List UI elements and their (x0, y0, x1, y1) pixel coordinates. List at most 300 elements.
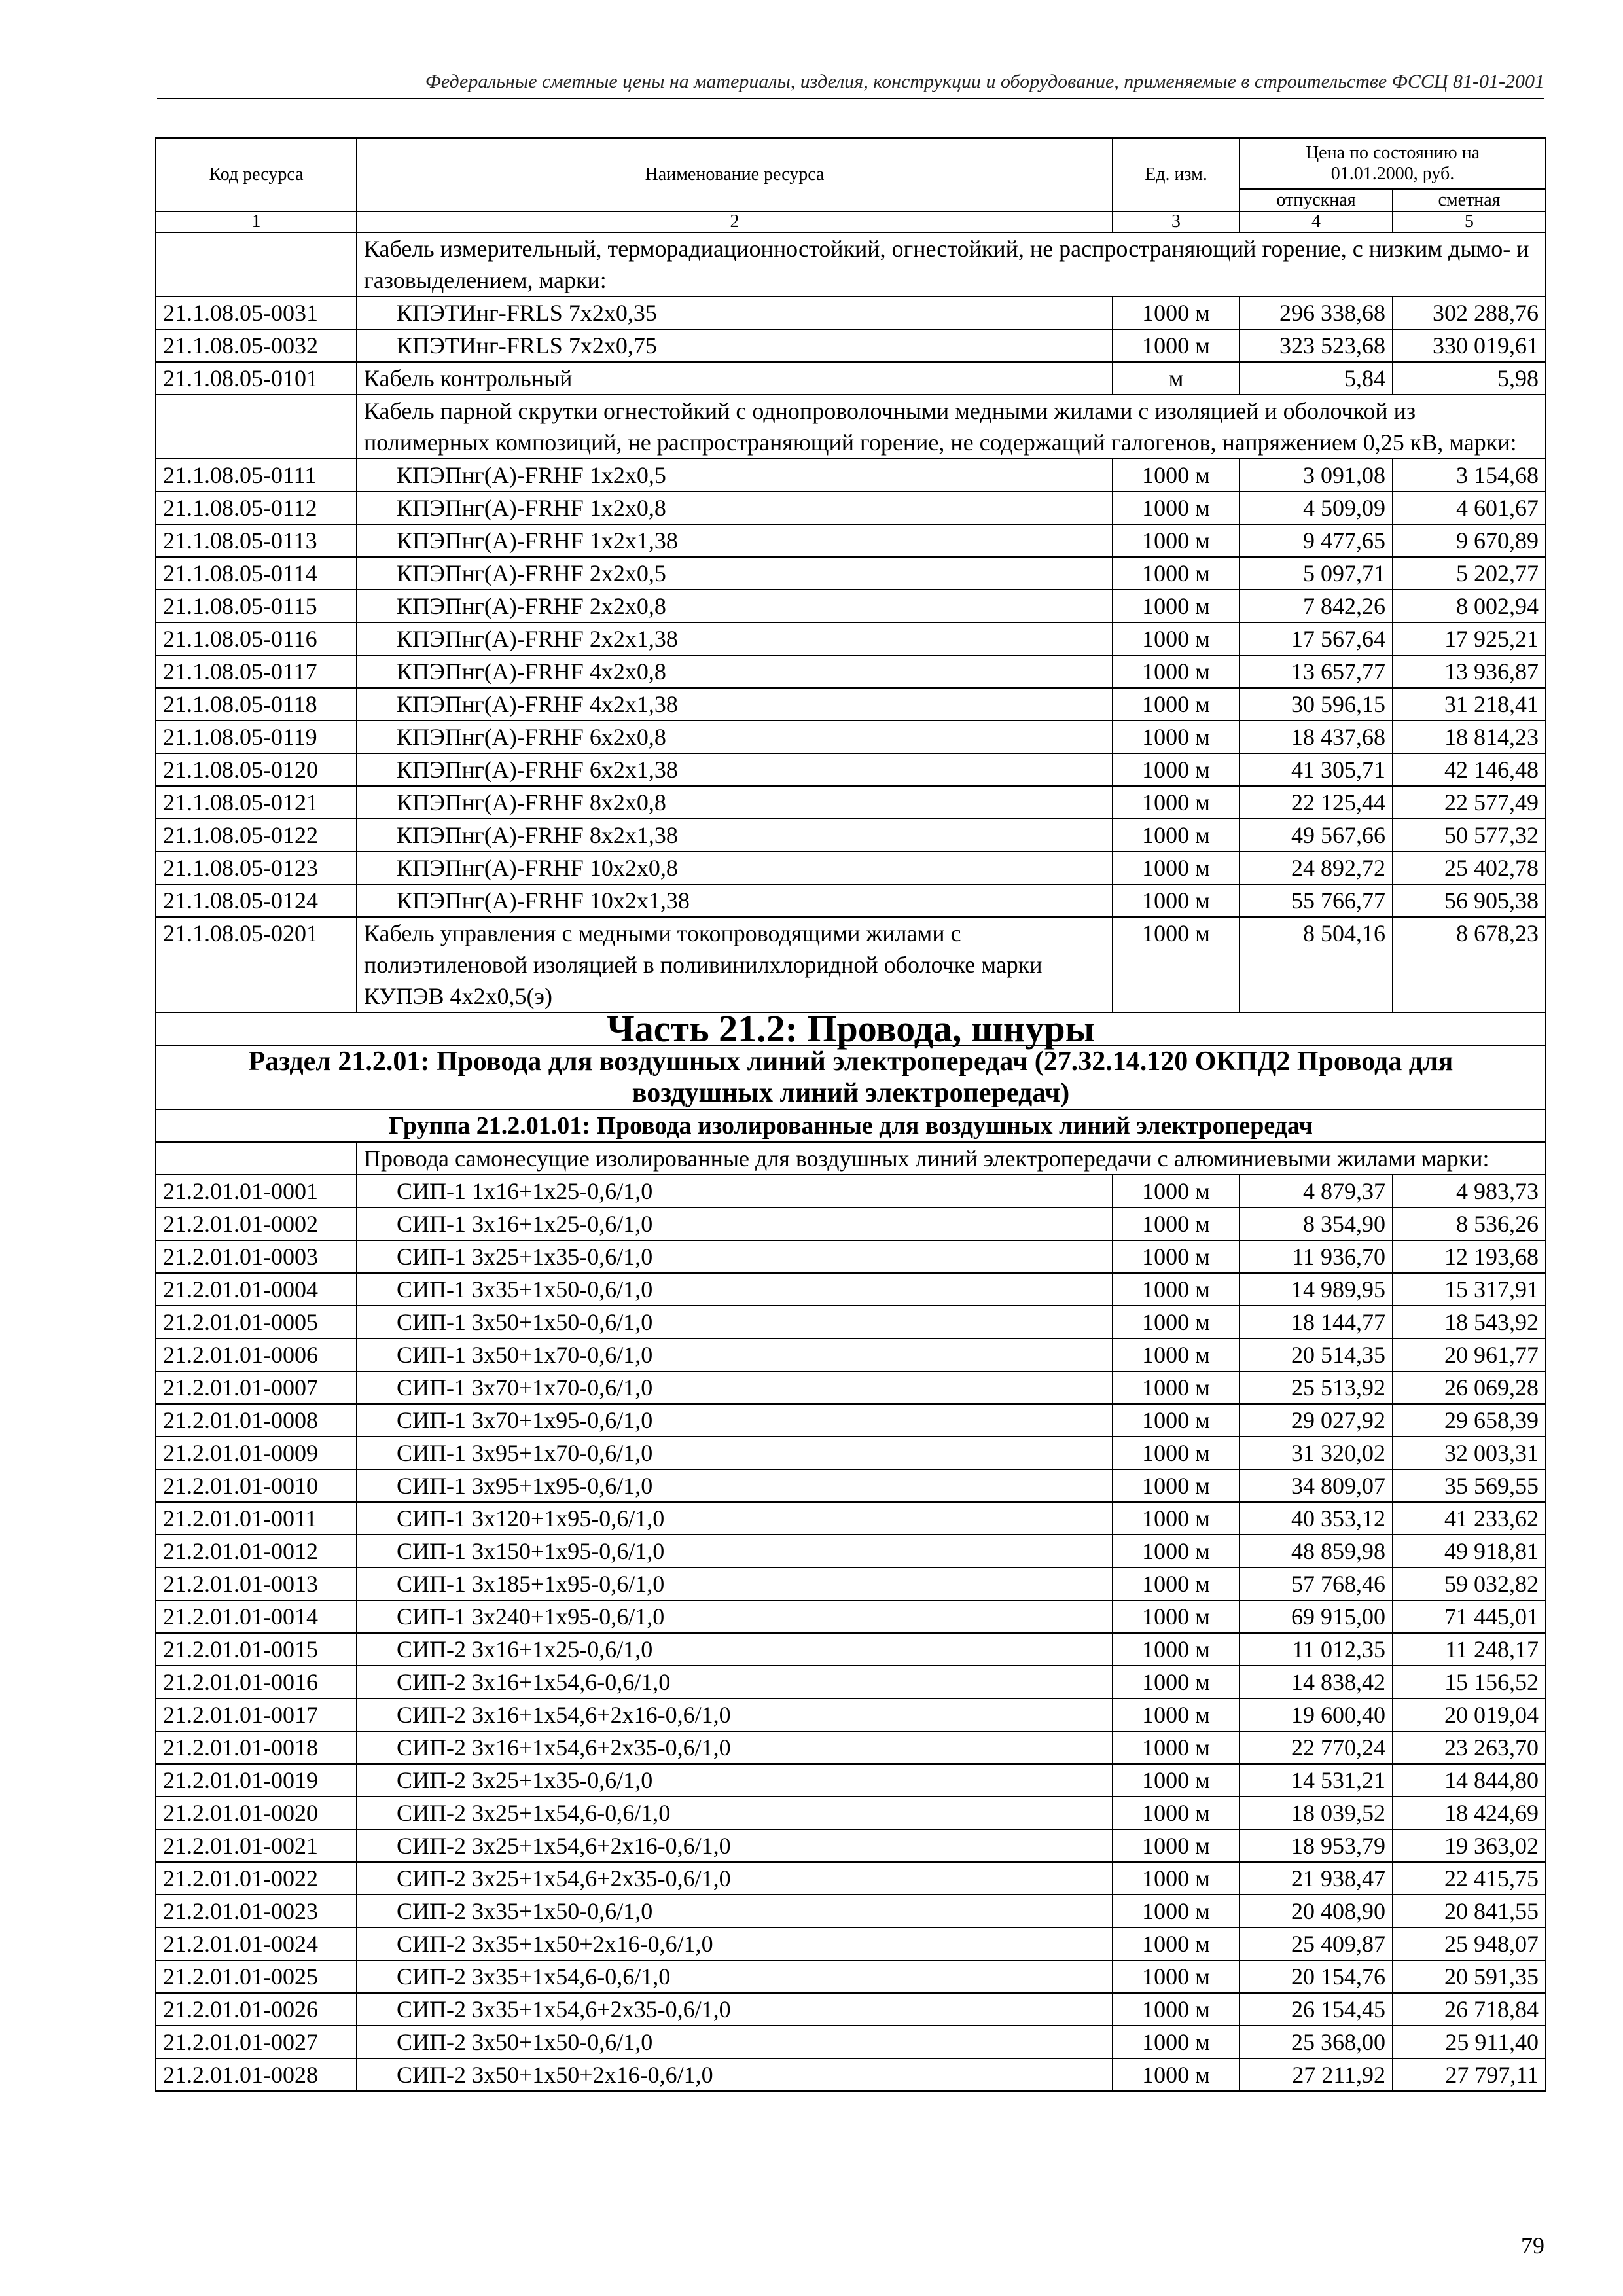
resource-code: 21.1.08.05-0111 (156, 459, 357, 492)
resource-name: КПЭПнг(А)-FRHF 10х2х1,38 (357, 884, 1113, 917)
resource-code: 21.2.01.01-0025 (156, 1960, 357, 1993)
col-release-header: отпускная (1240, 189, 1393, 211)
estimate-price: 18 814,23 (1393, 721, 1546, 753)
estimate-price: 27 797,11 (1393, 2058, 1546, 2091)
estimate-price: 22 577,49 (1393, 786, 1546, 819)
block1-rows (156, 296, 1546, 362)
table-row (156, 1829, 1546, 1862)
resource-unit: 1000 м (1113, 753, 1240, 786)
block3-description: Провода самонесущие изолированные для воздушных линий электропередачи с алюминиевыми жилами марки: (357, 1142, 1546, 1175)
resource-unit: 1000 м (1113, 819, 1240, 852)
resource-unit: 1000 м (1113, 1273, 1240, 1306)
release-price: 55 766,77 (1240, 884, 1393, 917)
resource-name: СИП-2 3х25+1х54,6+2х16-0,6/1,0 (357, 1829, 1113, 1862)
table-row (156, 852, 1546, 884)
block3-rows (156, 1175, 1546, 2091)
resource-code: 21.2.01.01-0005 (156, 1306, 357, 1338)
release-price: 3 091,08 (1240, 459, 1393, 492)
resource-code: 21.1.08.05-0113 (156, 524, 357, 557)
block1-description: Кабель измерительный, терморадиационностойкий, огнестойкий, не распространяющий горение, с низким дымо- и газовыделением, марки: (357, 232, 1546, 296)
resource-code: 21.1.08.05-0120 (156, 753, 357, 786)
resource-unit: 1000 м (1113, 1797, 1240, 1829)
col-price-header: Цена по состоянию на 01.01.2000, руб. (1240, 138, 1546, 189)
description-row (156, 395, 1546, 459)
estimate-price: 18 424,69 (1393, 1797, 1546, 1829)
release-price: 18 437,68 (1240, 721, 1393, 753)
estimate-price: 29 658,39 (1393, 1404, 1546, 1437)
resource-unit: 1000 м (1113, 852, 1240, 884)
resource-name: СИП-2 3х25+1х54,6+2х35-0,6/1,0 (357, 1862, 1113, 1895)
estimate-price: 20 591,35 (1393, 1960, 1546, 1993)
estimate-price: 12 193,68 (1393, 1240, 1546, 1273)
resource-name: КПЭПнг(А)-FRHF 4х2х1,38 (357, 688, 1113, 721)
table-row (156, 1535, 1546, 1568)
release-price: 8 504,16 (1240, 917, 1393, 1013)
resource-unit: 1000 м (1113, 296, 1240, 329)
resource-unit: 1000 м (1113, 1371, 1240, 1404)
estimate-price: 8 678,23 (1393, 917, 1546, 1013)
resource-name: СИП-2 3х35+1х50-0,6/1,0 (357, 1895, 1113, 1928)
price-table (155, 137, 1546, 2092)
resource-code: 21.2.01.01-0016 (156, 1666, 357, 1698)
estimate-price: 11 248,17 (1393, 1633, 1546, 1666)
description-row (156, 232, 1546, 296)
release-price: 14 989,95 (1240, 1273, 1393, 1306)
table-row (156, 1862, 1546, 1895)
release-price: 18 039,52 (1240, 1797, 1393, 1829)
release-price: 31 320,02 (1240, 1437, 1393, 1469)
table-row (156, 1371, 1546, 1404)
resource-unit: м (1113, 362, 1240, 395)
resource-name: Кабель управления с медными токопроводящими жилами с полиэтиленовой изоляцией в поливинилхлоридной оболочке марки КУПЭВ 4х2х0,5(э) (357, 917, 1113, 1013)
resource-unit: 1000 м (1113, 2026, 1240, 2058)
resource-unit: 1000 м (1113, 1993, 1240, 2026)
resource-unit: 1000 м (1113, 917, 1240, 1013)
estimate-price: 59 032,82 (1393, 1568, 1546, 1600)
resource-unit: 1000 м (1113, 688, 1240, 721)
resource-name: СИП-2 3х25+1х35-0,6/1,0 (357, 1764, 1113, 1797)
section-title: Раздел 21.2.01: Провода для воздушных линий электропередач (27.32.14.120 ОКПД2 Провода для воздушных линий электропередач) (156, 1045, 1546, 1109)
table-row (156, 2026, 1546, 2058)
release-price: 20 154,76 (1240, 1960, 1393, 1993)
table-row (156, 1731, 1546, 1764)
resource-code: 21.1.08.05-0123 (156, 852, 357, 884)
table-row (156, 1469, 1546, 1502)
resource-code: 21.1.08.05-0201 (156, 917, 357, 1013)
estimate-price: 23 263,70 (1393, 1731, 1546, 1764)
resource-name: СИП-1 3х185+1х95-0,6/1,0 (357, 1568, 1113, 1600)
resource-unit: 1000 м (1113, 2058, 1240, 2091)
resource-unit: 1000 м (1113, 1666, 1240, 1698)
resource-unit: 1000 м (1113, 1764, 1240, 1797)
resource-code: 21.1.08.05-0032 (156, 329, 357, 362)
resource-name: КПЭПнг(А)-FRHF 1х2х0,5 (357, 459, 1113, 492)
table-row (156, 1666, 1546, 1698)
estimate-price: 56 905,38 (1393, 884, 1546, 917)
resource-unit: 1000 м (1113, 492, 1240, 524)
release-price: 29 027,92 (1240, 1404, 1393, 1437)
resource-unit: 1000 м (1113, 1404, 1240, 1437)
part-title: Часть 21.2: Провода, шнуры (156, 1013, 1546, 1045)
resource-name: СИП-2 3х25+1х54,6-0,6/1,0 (357, 1797, 1113, 1829)
resource-code: 21.1.08.05-0112 (156, 492, 357, 524)
resource-name: СИП-2 3х16+1х54,6+2х16-0,6/1,0 (357, 1698, 1113, 1731)
release-price: 20 514,35 (1240, 1338, 1393, 1371)
resource-name: КПЭПнг(А)-FRHF 1х2х0,8 (357, 492, 1113, 524)
table-row (156, 1895, 1546, 1928)
col-number: 1 (156, 211, 357, 232)
resource-unit: 1000 м (1113, 1698, 1240, 1731)
col-number: 4 (1240, 211, 1393, 232)
table-row (156, 1240, 1546, 1273)
estimate-price: 32 003,31 (1393, 1437, 1546, 1469)
table-row (156, 524, 1546, 557)
resource-code: 21.2.01.01-0018 (156, 1731, 357, 1764)
table-row (156, 721, 1546, 753)
estimate-price: 5 202,77 (1393, 557, 1546, 590)
release-price: 30 596,15 (1240, 688, 1393, 721)
table-header (156, 138, 1546, 232)
resource-name: КПЭПнг(А)-FRHF 10х2х0,8 (357, 852, 1113, 884)
resource-name: СИП-2 3х35+1х54,6+2х35-0,6/1,0 (357, 1993, 1113, 2026)
resource-name: СИП-2 3х50+1х50-0,6/1,0 (357, 2026, 1113, 2058)
resource-name: СИП-1 3х50+1х70-0,6/1,0 (357, 1338, 1113, 1371)
estimate-price: 50 577,32 (1393, 819, 1546, 852)
resource-code: 21.2.01.01-0017 (156, 1698, 357, 1731)
page-number: 79 (1521, 2233, 1544, 2259)
release-price: 41 305,71 (1240, 753, 1393, 786)
release-price: 34 809,07 (1240, 1469, 1393, 1502)
resource-code: 21.1.08.05-0119 (156, 721, 357, 753)
estimate-price: 35 569,55 (1393, 1469, 1546, 1502)
table-row (156, 590, 1546, 622)
resource-unit: 1000 м (1113, 1338, 1240, 1371)
release-price: 13 657,77 (1240, 655, 1393, 688)
col-code-header: Код ресурса (156, 138, 357, 211)
estimate-price: 14 844,80 (1393, 1764, 1546, 1797)
release-price: 17 567,64 (1240, 622, 1393, 655)
release-price: 4 879,37 (1240, 1175, 1393, 1208)
col-unit-header: Ед. изм. (1113, 138, 1240, 211)
table-row (156, 622, 1546, 655)
resource-code: 21.2.01.01-0022 (156, 1862, 357, 1895)
resource-unit: 1000 м (1113, 1240, 1240, 1273)
estimate-price: 4 601,67 (1393, 492, 1546, 524)
resource-code: 21.2.01.01-0014 (156, 1600, 357, 1633)
release-price: 25 513,92 (1240, 1371, 1393, 1404)
release-price: 22 770,24 (1240, 1731, 1393, 1764)
resource-name: СИП-1 3х70+1х95-0,6/1,0 (357, 1404, 1113, 1437)
resource-code: 21.2.01.01-0008 (156, 1404, 357, 1437)
resource-code: 21.2.01.01-0015 (156, 1633, 357, 1666)
resource-code: 21.2.01.01-0003 (156, 1240, 357, 1273)
resource-unit: 1000 м (1113, 1633, 1240, 1666)
col-number: 2 (357, 211, 1113, 232)
estimate-price: 15 317,91 (1393, 1273, 1546, 1306)
resource-name: СИП-1 3х70+1х70-0,6/1,0 (357, 1371, 1113, 1404)
estimate-price: 20 841,55 (1393, 1895, 1546, 1928)
resource-unit: 1000 м (1113, 1437, 1240, 1469)
resource-unit: 1000 м (1113, 884, 1240, 917)
table-row (156, 1993, 1546, 2026)
resource-code: 21.2.01.01-0027 (156, 2026, 357, 2058)
release-price: 18 953,79 (1240, 1829, 1393, 1862)
resource-code: 21.1.08.05-0124 (156, 884, 357, 917)
resource-code: 21.1.08.05-0117 (156, 655, 357, 688)
resource-name: КПЭПнг(А)-FRHF 6х2х1,38 (357, 753, 1113, 786)
resource-code: 21.2.01.01-0028 (156, 2058, 357, 2091)
release-price: 19 600,40 (1240, 1698, 1393, 1731)
estimate-price: 25 402,78 (1393, 852, 1546, 884)
resource-code: 21.2.01.01-0021 (156, 1829, 357, 1862)
resource-unit: 1000 м (1113, 1535, 1240, 1568)
resource-code: 21.2.01.01-0007 (156, 1371, 357, 1404)
resource-name: КПЭПнг(А)-FRHF 6х2х0,8 (357, 721, 1113, 753)
table-row (156, 1306, 1546, 1338)
resource-name: СИП-1 1х16+1х25-0,6/1,0 (357, 1175, 1113, 1208)
table-row (156, 329, 1546, 362)
release-price: 7 842,26 (1240, 590, 1393, 622)
resource-code: 21.2.01.01-0006 (156, 1338, 357, 1371)
resource-unit: 1000 м (1113, 1469, 1240, 1502)
resource-unit: 1000 м (1113, 459, 1240, 492)
resource-name: СИП-1 3х95+1х95-0,6/1,0 (357, 1469, 1113, 1502)
resource-code: 21.1.08.05-0122 (156, 819, 357, 852)
estimate-price: 3 154,68 (1393, 459, 1546, 492)
block2-rows (156, 459, 1546, 917)
estimate-price: 13 936,87 (1393, 655, 1546, 688)
release-price: 22 125,44 (1240, 786, 1393, 819)
table-row (156, 753, 1546, 786)
resource-name: КПЭТИнг-FRLS 7х2х0,35 (357, 296, 1113, 329)
table-row (156, 459, 1546, 492)
resource-name: СИП-1 3х240+1х95-0,6/1,0 (357, 1600, 1113, 1633)
block2-description: Кабель парной скрутки огнестойкий с однопроволочными медными жилами с изоляцией и оболочкой из полимерных композиций, не распространяющий горение, не содержащий галогенов, напряжением 0,25 кВ, марки: (357, 395, 1546, 459)
resource-code: 21.2.01.01-0023 (156, 1895, 357, 1928)
release-price: 18 144,77 (1240, 1306, 1393, 1338)
resource-name: КПЭПнг(А)-FRHF 2х2х0,5 (357, 557, 1113, 590)
estimate-price: 17 925,21 (1393, 622, 1546, 655)
resource-code: 21.1.08.05-0031 (156, 296, 357, 329)
resource-name: СИП-1 3х16+1х25-0,6/1,0 (357, 1208, 1113, 1240)
resource-code: 21.2.01.01-0012 (156, 1535, 357, 1568)
release-price: 11 012,35 (1240, 1633, 1393, 1666)
resource-name: СИП-1 3х50+1х50-0,6/1,0 (357, 1306, 1113, 1338)
table-row (156, 655, 1546, 688)
resource-code: 21.1.08.05-0115 (156, 590, 357, 622)
resource-unit: 1000 м (1113, 1502, 1240, 1535)
release-price: 14 531,21 (1240, 1764, 1393, 1797)
resource-code: 21.2.01.01-0010 (156, 1469, 357, 1502)
running-header: Федеральные сметные цены на материалы, изделия, конструкции и оборудование, применяемые в строительстве ФССЦ 81-01-2001 (157, 71, 1544, 99)
release-price: 24 892,72 (1240, 852, 1393, 884)
release-price: 40 353,12 (1240, 1502, 1393, 1535)
estimate-price: 9 670,89 (1393, 524, 1546, 557)
table-row (156, 1273, 1546, 1306)
group-title: Группа 21.2.01.01: Провода изолированные для воздушных линий электропередач (156, 1109, 1546, 1142)
table-row (156, 1928, 1546, 1960)
table-row (156, 2058, 1546, 2091)
resource-unit: 1000 м (1113, 1600, 1240, 1633)
estimate-price: 15 156,52 (1393, 1666, 1546, 1698)
resource-unit: 1000 м (1113, 524, 1240, 557)
resource-name: СИП-1 3х35+1х50-0,6/1,0 (357, 1273, 1113, 1306)
estimate-price: 5,98 (1393, 362, 1546, 395)
resource-code: 21.1.08.05-0101 (156, 362, 357, 395)
description-row (156, 1142, 1546, 1175)
table-row (156, 1698, 1546, 1731)
release-price: 25 409,87 (1240, 1928, 1393, 1960)
resource-unit: 1000 м (1113, 1568, 1240, 1600)
table-row (156, 1797, 1546, 1829)
estimate-price: 26 718,84 (1393, 1993, 1546, 2026)
table-row (156, 1404, 1546, 1437)
table-row (156, 1437, 1546, 1469)
resource-name: СИП-1 3х150+1х95-0,6/1,0 (357, 1535, 1113, 1568)
release-price: 323 523,68 (1240, 329, 1393, 362)
resource-code: 21.2.01.01-0019 (156, 1764, 357, 1797)
table-row (156, 1208, 1546, 1240)
table-row (156, 296, 1546, 329)
estimate-price: 18 543,92 (1393, 1306, 1546, 1338)
table-row (156, 492, 1546, 524)
table-row (156, 1600, 1546, 1633)
release-price: 20 408,90 (1240, 1895, 1393, 1928)
resource-unit: 1000 м (1113, 329, 1240, 362)
resource-code: 21.2.01.01-0013 (156, 1568, 357, 1600)
release-price: 27 211,92 (1240, 2058, 1393, 2091)
resource-code: 21.2.01.01-0020 (156, 1797, 357, 1829)
estimate-price: 22 415,75 (1393, 1862, 1546, 1895)
resource-unit: 1000 м (1113, 655, 1240, 688)
release-price: 5,84 (1240, 362, 1393, 395)
release-price: 9 477,65 (1240, 524, 1393, 557)
resource-name: КПЭТИнг-FRLS 7х2х0,75 (357, 329, 1113, 362)
resource-name: СИП-2 3х50+1х50+2х16-0,6/1,0 (357, 2058, 1113, 2091)
resource-unit: 1000 м (1113, 1731, 1240, 1764)
table-row (156, 1338, 1546, 1371)
release-price: 14 838,42 (1240, 1666, 1393, 1698)
release-price: 25 368,00 (1240, 2026, 1393, 2058)
resource-code: 21.1.08.05-0121 (156, 786, 357, 819)
estimate-price: 26 069,28 (1393, 1371, 1546, 1404)
release-price: 49 567,66 (1240, 819, 1393, 852)
resource-unit: 1000 м (1113, 1175, 1240, 1208)
release-price: 5 097,71 (1240, 557, 1393, 590)
resource-unit: 1000 м (1113, 590, 1240, 622)
resource-code: 21.2.01.01-0011 (156, 1502, 357, 1535)
table-row (156, 819, 1546, 852)
resource-unit: 1000 м (1113, 786, 1240, 819)
resource-name: СИП-2 3х16+1х25-0,6/1,0 (357, 1633, 1113, 1666)
resource-name: КПЭПнг(А)-FRHF 2х2х0,8 (357, 590, 1113, 622)
resource-name: Кабель контрольный (357, 362, 1113, 395)
resource-code: 21.2.01.01-0024 (156, 1928, 357, 1960)
table-row (156, 1175, 1546, 1208)
resource-name: СИП-1 3х25+1х35-0,6/1,0 (357, 1240, 1113, 1273)
resource-code: 21.1.08.05-0116 (156, 622, 357, 655)
col-name-header: Наименование ресурса (357, 138, 1113, 211)
resource-name: КПЭПнг(А)-FRHF 8х2х0,8 (357, 786, 1113, 819)
resource-name: СИП-2 3х35+1х54,6-0,6/1,0 (357, 1960, 1113, 1993)
resource-code: 21.1.08.05-0118 (156, 688, 357, 721)
release-price: 296 338,68 (1240, 296, 1393, 329)
table-row (156, 884, 1546, 917)
table-row (156, 1633, 1546, 1666)
resource-code: 21.2.01.01-0002 (156, 1208, 357, 1240)
estimate-price: 71 445,01 (1393, 1600, 1546, 1633)
resource-unit: 1000 м (1113, 1208, 1240, 1240)
col-number: 5 (1393, 211, 1546, 232)
resource-unit: 1000 м (1113, 1928, 1240, 1960)
table-row (156, 917, 1546, 1013)
resource-code: 21.2.01.01-0001 (156, 1175, 357, 1208)
resource-code: 21.2.01.01-0009 (156, 1437, 357, 1469)
table-row (156, 362, 1546, 395)
resource-unit: 1000 м (1113, 1960, 1240, 1993)
resource-unit: 1000 м (1113, 622, 1240, 655)
estimate-price: 20 019,04 (1393, 1698, 1546, 1731)
estimate-price: 19 363,02 (1393, 1829, 1546, 1862)
release-price: 4 509,09 (1240, 492, 1393, 524)
resource-name: СИП-2 3х16+1х54,6-0,6/1,0 (357, 1666, 1113, 1698)
table-row (156, 688, 1546, 721)
release-price: 48 859,98 (1240, 1535, 1393, 1568)
table-row (156, 1502, 1546, 1535)
release-price: 26 154,45 (1240, 1993, 1393, 2026)
release-price: 21 938,47 (1240, 1862, 1393, 1895)
resource-unit: 1000 м (1113, 557, 1240, 590)
resource-unit: 1000 м (1113, 721, 1240, 753)
resource-unit: 1000 м (1113, 1306, 1240, 1338)
release-price: 57 768,46 (1240, 1568, 1393, 1600)
estimate-price: 8 002,94 (1393, 590, 1546, 622)
resource-name: СИП-2 3х35+1х50+2х16-0,6/1,0 (357, 1928, 1113, 1960)
resource-name: СИП-1 3х95+1х70-0,6/1,0 (357, 1437, 1113, 1469)
resource-name: КПЭПнг(А)-FRHF 4х2х0,8 (357, 655, 1113, 688)
table-row (156, 786, 1546, 819)
resource-code: 21.2.01.01-0026 (156, 1993, 357, 2026)
col-estimate-header: сметная (1393, 189, 1546, 211)
resource-name: КПЭПнг(А)-FRHF 8х2х1,38 (357, 819, 1113, 852)
resource-unit: 1000 м (1113, 1895, 1240, 1928)
estimate-price: 25 911,40 (1393, 2026, 1546, 2058)
estimate-price: 31 218,41 (1393, 688, 1546, 721)
resource-unit: 1000 м (1113, 1862, 1240, 1895)
table-row (156, 1568, 1546, 1600)
resource-name: СИП-1 3х120+1х95-0,6/1,0 (357, 1502, 1113, 1535)
estimate-price: 330 019,61 (1393, 329, 1546, 362)
release-price: 69 915,00 (1240, 1600, 1393, 1633)
estimate-price: 42 146,48 (1393, 753, 1546, 786)
estimate-price: 302 288,76 (1393, 296, 1546, 329)
resource-code: 21.1.08.05-0114 (156, 557, 357, 590)
release-price: 11 936,70 (1240, 1240, 1393, 1273)
table-row (156, 1960, 1546, 1993)
estimate-price: 4 983,73 (1393, 1175, 1546, 1208)
table-row (156, 1764, 1546, 1797)
estimate-price: 25 948,07 (1393, 1928, 1546, 1960)
table-row (156, 557, 1546, 590)
resource-name: КПЭПнг(А)-FRHF 2х2х1,38 (357, 622, 1113, 655)
estimate-price: 20 961,77 (1393, 1338, 1546, 1371)
resource-name: КПЭПнг(А)-FRHF 1х2х1,38 (357, 524, 1113, 557)
release-price: 8 354,90 (1240, 1208, 1393, 1240)
estimate-price: 41 233,62 (1393, 1502, 1546, 1535)
estimate-price: 49 918,81 (1393, 1535, 1546, 1568)
estimate-price: 8 536,26 (1393, 1208, 1546, 1240)
resource-unit: 1000 м (1113, 1829, 1240, 1862)
